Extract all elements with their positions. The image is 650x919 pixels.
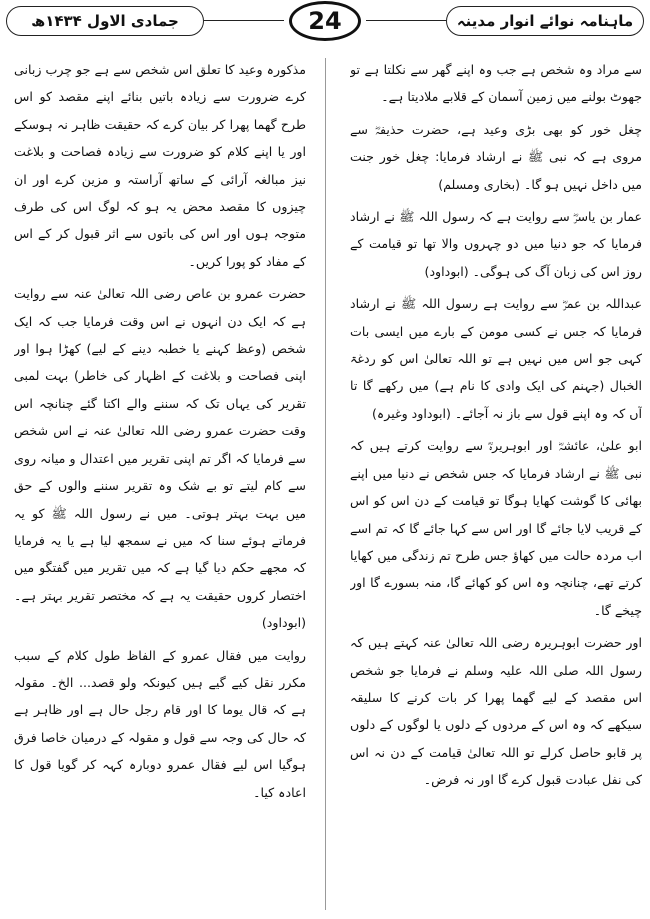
page-header bbox=[0, 0, 650, 50]
paragraph: اور حضرت ابوہریرہ رضی اللہ تعالیٰ عنہ کہتے ہیں کہ رسول اللہ صلی اللہ علیہ وسلم نے فرمایا جو شخص اس مقصد کے لیے گھما پھرا کر بات کرنے کا سلیقہ سیکھے کہ وہ اس کے مردوں کے دلوں یا لوگوں کے دلوں پر قابو حاصل کرلے تو اللہ تعالیٰ قیامت کے دن نہ اس کی نفل عبادت قبول کرے گا اور نہ فرض۔ bbox=[350, 635, 642, 788]
paragraph: ابو علیٰ، عائشہؓ اور ابوہریرہؓ سے روایت کرتے ہیں کہ نبی ﷺ نے ارشاد فرمایا کہ جس شخص نے دنیا میں اپنے بھائی کا گوشت کھایا ہوگا تو قیامت کے دن اس کو اس کے قریب لایا جائے گا اور اس سے کہا جائے گا کہ تم اسے اب مردہ حالت میں کھاؤ جس طرح تم زندگی میں کھایا کرتے تھے، چنانچہ وہ اس کو کھائے گا، منہ بسورے گا اور چیخے گا۔ bbox=[350, 438, 642, 618]
paragraph: مذکورہ وعید کا تعلق اس شخص سے ہے جو چرب زبانی کرے ضرورت سے زیادہ باتیں بنائے اپنے مقصد کو اس طرح گھما پھرا کر بیان کرے کہ حقیقت ظاہر نہ ہوسکے اور یا اپنے کلام کو ضرورت سے زیادہ فصاحت و بلاغت نیز مبالغہ آرائی کے ساتھ آراستہ و مزین کرے اور ان چیزوں کا مقصد محض یہ ہو کہ لوگ اس کی طرف متوجہ ہوں اور اس کی باتوں سے اثر قبول کر کے اس کے مفاد کو پورا کریں۔ bbox=[14, 62, 306, 269]
paragraph: سے مراد وہ شخص ہے جب وہ اپنے گھر سے نکلتا ہے تو جھوٹ بولنے میں زمین آسمان کے قلابے ملادیتا ہے۔ bbox=[350, 62, 642, 105]
left-column bbox=[14, 56, 306, 912]
paragraph: چغل خور کو بھی بڑی وعید ہے، حضرت حذیفہؓ سے مروی ہے کہ نبی ﷺ نے ارشاد فرمایا: چغل خور جنت میں داخل نہیں ہو گا۔ (بخاری ومسلم) bbox=[350, 121, 642, 192]
header-rule-left bbox=[204, 20, 284, 21]
issue-date: جمادی الاول ۱۴۳۴ھ bbox=[6, 6, 204, 36]
paragraph: عبداللہ بن عمرؓ سے روایت ہے رسول اللہ ﷺ نے ارشاد فرمایا کہ جس نے کسی مومن کے بارے میں ایسی بات کہی جو اس میں نہیں ہے تو اللہ تعالیٰ اس کو ردغۃ الخبال (جہنم کی ایک وادی کا نام ہے) میں رکھے گا تا آں کہ وہ اپنے قول سے باز نہ آجائے۔ (ابوداود وغیرہ) bbox=[350, 296, 642, 421]
header-rule-right bbox=[366, 20, 446, 21]
right-column bbox=[350, 56, 642, 912]
paragraph: روایت میں فقال عمرو کے الفاظ طول کلام کے سبب مکرر نقل کیے گیے ہیں کیونکہ ولو قصد... الخ۔ مقولہ ہے کہ قال یوما کا اور قام رجل حال ہے اور ظاہر ہے کہ حال کی وجہ سے قول و مقولہ کے درمیان خاصا فرق ہوگیا اس لیے فقال عمرو دوبارہ کہہ کر گویا قول کا اعادہ کیا۔ bbox=[14, 647, 306, 800]
paragraph: حضرت عمرو بن عاص رضی اللہ تعالیٰ عنہ سے روایت ہے کہ ایک دن انہوں نے اس وقت فرمایا جب کہ ایک شخص (وعظ کہنے یا خطبہ دینے کے لیے) کھڑا ہوا اور اپنی فصاحت و بلاغت کے اظہار کی خاطر) بہت لمبی تقریر کی یہاں تک کہ سننے والے اکتا گئے چنانچہ اس وقت حضرت عمرو رضی اللہ تعالیٰ عنہ نے اس شخص سے فرمایا کہ اگر تم اپنی تقریر میں اعتدال و میانہ روی سے کام لیتے تو بے شک وہ تقریر سننے والوں کے حق میں بہت بہتر ہوتی۔ میں نے رسول اللہ ﷺ کو یہ فرماتے ہوئے سنا کہ میں نے سمجھ لیا ہے یا یہ فرمایا کہ مجھے حکم دیا گیا ہے کہ میں تقریر میں گفتگو میں اختصار کروں حقیقت یہ ہے کہ مختصر تقریر بہتر ہے۔ (ابوداود) bbox=[14, 286, 306, 631]
column-divider bbox=[325, 58, 326, 910]
page-number: 24 bbox=[289, 1, 361, 41]
paragraph: عمار بن یاسرؓ سے روایت ہے کہ رسول اللہ ﷺ نے ارشاد فرمایا کہ جو دنیا میں دو چہروں والا تھا تو قیامت کے روز اس کی زبان آگ کی ہوگی۔ (ابوداود) bbox=[350, 209, 642, 279]
magazine-title: ماہنامہ نوائے انوار مدینہ bbox=[446, 6, 644, 36]
